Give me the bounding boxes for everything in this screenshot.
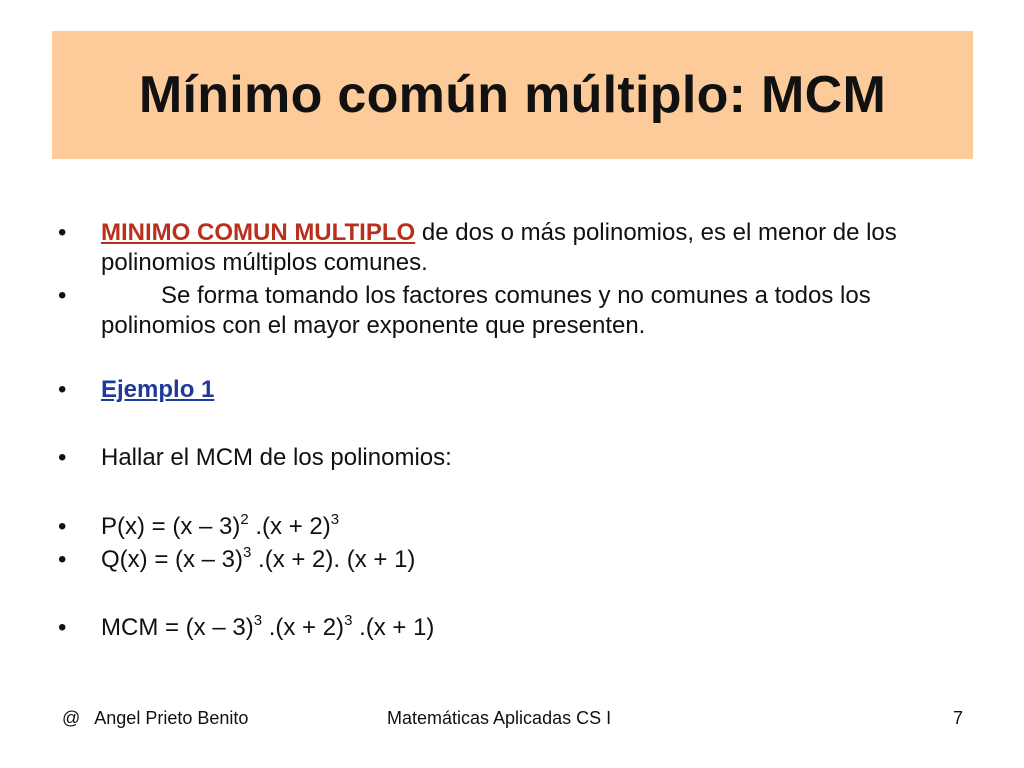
definition-text [101,218,981,278]
bullet-marker: • [58,444,67,471]
bullet-marker: • [58,219,67,246]
rule-text [101,281,901,341]
mcm-part: .(x + 1) [352,614,435,641]
exponent: 2 [240,511,249,528]
exponent: 3 [344,612,353,629]
polynomial-p-part: .(x + 2) [248,513,331,540]
polynomial-p [101,512,981,542]
mcm-part: .(x + 2) [262,614,345,641]
footer-course: Matemáticas Aplicadas CS I [387,708,612,728]
task-text: Hallar el MCM de los polinomios: [101,444,452,471]
definition-rest: de dos o más polinomios, es el menor de los polinomios múltiplos comunes. [101,219,897,276]
definition-term: MINIMO COMUN MULTIPLO [101,219,416,246]
exponent: 3 [330,511,340,528]
exponent: 3 [243,544,252,561]
polynomial-q [101,545,981,575]
slide-title: Mínimo común múltiplo: MCM [138,66,887,124]
exponent: 3 [253,612,263,629]
title-banner [52,31,973,159]
bullet-marker: • [58,546,67,573]
mcm-part: MCM = (x – 3) [101,614,254,641]
footer-page-number: 7 [953,708,964,728]
polynomial-q-part: .(x + 2). (x + 1) [251,546,416,573]
footer-author: @ Angel Prieto Benito [62,708,249,728]
polynomial-p-part: P(x) = (x – 3) [101,513,241,540]
bullet-marker: • [58,513,67,540]
polynomial-q-part: Q(x) = (x – 3) [101,546,244,573]
bullet-marker: • [58,282,67,309]
rule-content: Se forma tomando los factores comunes y no comunes a todos los polinomios con el mayor exponente que presenten. [101,282,871,339]
example-label: Ejemplo 1 [101,376,215,403]
bullet-marker: • [58,614,67,641]
bullet-marker: • [58,376,67,403]
mcm-result [101,613,981,643]
example-heading [101,375,981,405]
